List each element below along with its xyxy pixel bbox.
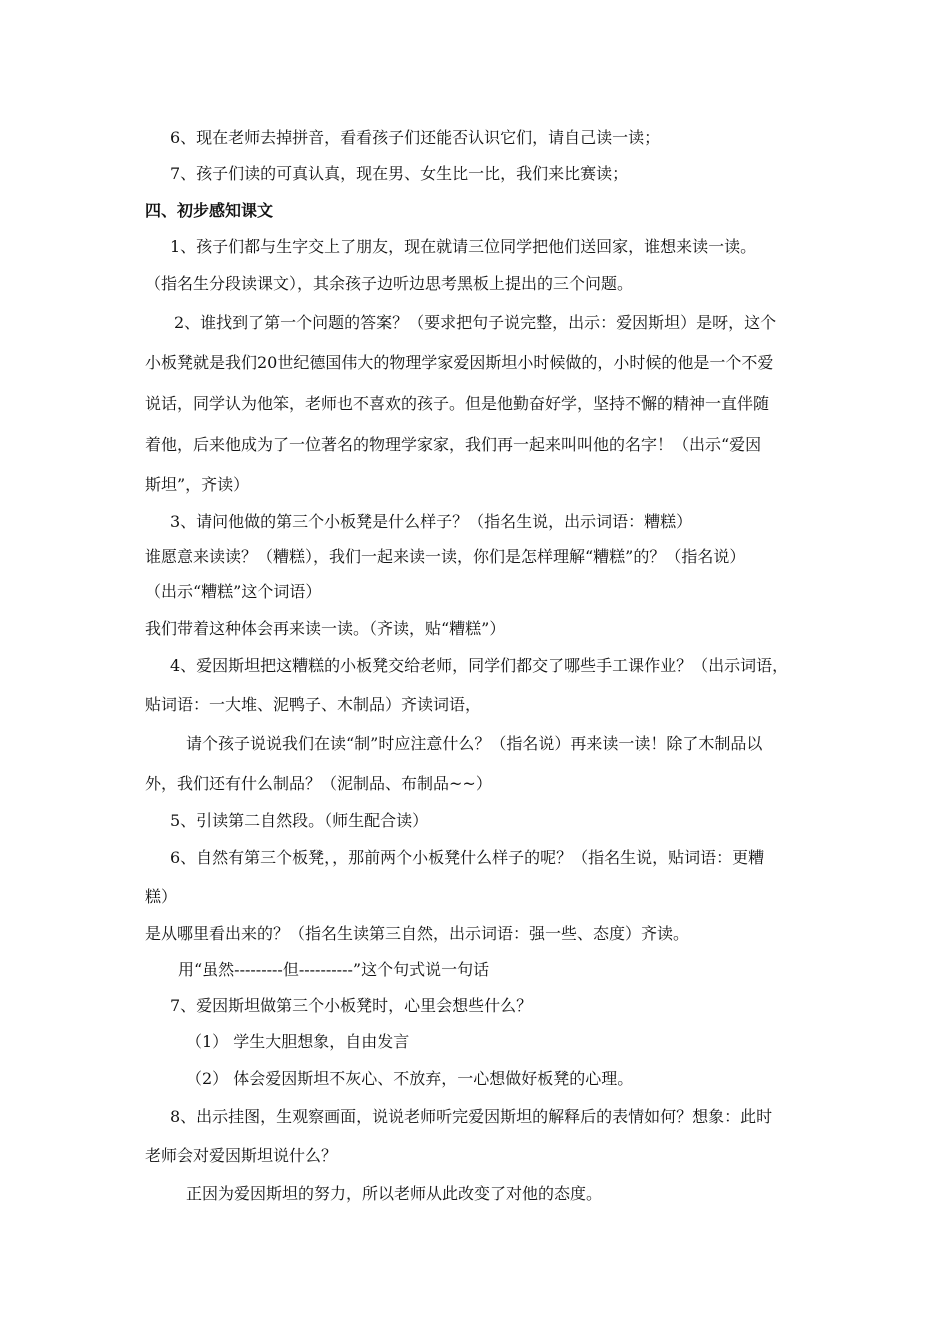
text-line: 小板凳就是我们20世纪德国伟大的物理学家爱因斯坦小时候做的，小时候的他是一个不爱	[145, 353, 774, 372]
text-line: 7、爱因斯坦做第三个小板凳时，心里会想些什么？	[170, 996, 533, 1015]
text-line: 用“虽然---------但----------”这个句式说一句话	[178, 960, 490, 979]
text-line: 说话，同学认为他笨，老师也不喜欢的孩子。但是他勤奋好学，坚持不懈的精神一直伴随	[145, 394, 770, 413]
list-item: （1） 学生大胆想象，自由发言	[186, 1032, 410, 1051]
text-line: 糕）	[145, 887, 178, 906]
text-line: 2、谁找到了第一个问题的答案？（要求把句子说完整，出示：爱因斯坦）是呀，这个	[174, 313, 777, 332]
text-line: 老师会对爱因斯坦说什么？	[145, 1146, 338, 1165]
text-line: 请个孩子说说我们在读“制”时应注意什么？（指名说）再来读一读！除了木制品以	[186, 734, 763, 753]
text-line: 1、孩子们都与生字交上了朋友，现在就请三位同学把他们送回家，谁想来读一读。	[170, 237, 757, 256]
list-item: （2） 体会爱因斯坦不灰心、不放弃，一心想做好板凳的心理。	[186, 1069, 634, 1088]
text-line: 是从哪里看出来的？（指名生读第三自然，出示词语：强一些、态度）齐读。	[145, 924, 690, 943]
text-line: 我们带着这种体会再来读一读。（齐读，贴“糟糕”）	[145, 619, 506, 638]
text-line: 斯坦”，齐读）	[145, 475, 250, 494]
text-line: 8、出示挂图，生观察画面，说说老师听完爱因斯坦的解释后的表情如何？想象：此时	[170, 1107, 773, 1126]
text-line: 谁愿意来读读？（糟糕），我们一起来读一读，你们是怎样理解“糟糕”的？（指名说）	[145, 547, 746, 566]
text-line: 4、爱因斯坦把这糟糕的小板凳交给老师，同学们都交了哪些手工课作业？（出示词语，	[170, 656, 789, 675]
text-line: 着他，后来他成为了一位著名的物理学家家，我们再一起来叫叫他的名字！（出示“爱因	[145, 435, 762, 454]
text-line: 外，我们还有什么制品？（泥制品、布制品~~）	[145, 774, 492, 793]
text-line: （出示“糟糕”这个词语）	[145, 582, 322, 601]
text-line: 贴词语：一大堆、泥鸭子、木制品）齐读词语，	[145, 695, 482, 714]
section-heading: 四、初步感知课文	[145, 201, 274, 220]
text-line: 6、自然有第三个板凳，，那前两个小板凳什么样子的呢？（指名生说，贴词语：更糟	[170, 848, 765, 867]
text-line: 7、孩子们读的可真认真，现在男、女生比一比，我们来比赛读；	[170, 164, 629, 183]
text-line: 3、请问他做的第三个小板凳是什么样子？（指名生说，出示词语：糟糕）	[170, 512, 693, 531]
text-line: 正因为爱因斯坦的努力，所以老师从此改变了对他的态度。	[186, 1184, 603, 1203]
text-line: （指名生分段读课文），其余孩子边听边思考黑板上提出的三个问题。	[145, 274, 634, 293]
text-line: 5、引读第二自然段。（师生配合读）	[170, 811, 429, 830]
text-line: 6、现在老师去掉拼音，看看孩子们还能否认识它们，请自己读一读；	[170, 128, 661, 147]
